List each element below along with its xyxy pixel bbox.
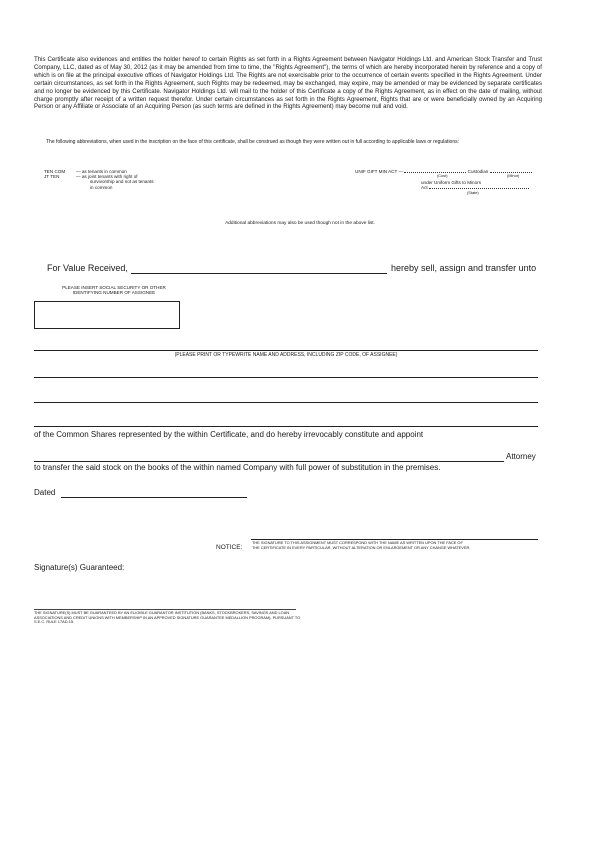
additional-abbreviations-note: Additional abbreviations may also be used though not in the above list. xyxy=(225,221,375,226)
rights-agreement-paragraph: This Certificate also evidences and entitles the holder hereof to certain Rights as set forth in a Rights Agreement between Navigator Holdings Ltd. and American Stock Transfer and Trust Company, LLC, dated as of May 30, 2012 (as it may be amended from time to time, the "Rights Agreement"), the terms of which are hereby incorporated herein by reference and a copy of which is on file at the principal executive offices of Navigator Holdings Ltd. The Rights are not exercisable prior to the occurrence of certain events specified in the Rights Agreement. Under certain circumstances, as set forth in the Rights Agreement, such Rights may be redeemed, may be exchanged, may expire, may be amended or may be evidenced by separate certificates and no longer be evidenced by this Certificate. Navigator Holdings Ltd. will mail to the holder of this Certificate a copy of the Rights Agreement, as in effect on the date of mailing, without charge promptly after receipt of a written request therefor. Under certain circumstances as set forth in the Rights Agreement, Rights that are or were beneficially owned by an Acquiring Person or any Affiliate or Associate of an Acquiring Person (as such terms are defined in the Rights Agreement) may become null and void. xyxy=(34,56,542,111)
ten-com-definition: — as tenants in common xyxy=(76,169,127,174)
unif-gift-label: UNIF GIFT MIN ACT — xyxy=(355,169,404,174)
act-label: Act xyxy=(421,185,428,191)
notice-text: THE SIGNATURE TO THIS ASSIGNMENT MUST CORRESPOND WITH THE NAME AS WRITTEN UPON THE FACE OF THE CERTIFICATE IN EVERY PARTICULAR, WITHOUT ALTERATION OR ENLARGEMENT OR ANY CHANGE WHATEVER. xyxy=(252,540,471,550)
assignee-address-line-3[interactable] xyxy=(34,402,538,403)
common-shares-text: of the Common Shares represented by the within Certificate, and do hereby irrevocably constitute and appoint xyxy=(34,430,424,439)
jt-ten-definition-1: — as joint tenants with right of xyxy=(76,174,138,180)
transfer-books-text: to transfer the said stock on the books of the within named Company with full power of substitution in the premises. xyxy=(34,463,441,472)
hereby-sell-label: hereby sell, assign and transfer unto xyxy=(391,263,537,273)
custodian-label: Custodian xyxy=(467,169,489,174)
signature-guaranteed-label: Signature(s) Guaranteed: xyxy=(34,563,125,572)
dated-label: Dated xyxy=(34,488,56,497)
ssn-input-box[interactable] xyxy=(34,301,180,329)
guarantee-footnote: THE SIGNATURE(S) MUST BE GUARANTEED BY AN ELIGIBLE GUARANTOR INSTITUTION (BANKS, STOCKBROKERS, SAVINGS AND LOAN ASSOCIATIONS AND CREDIT UNIONS WITH MEMBERSHIP IN AN APPROVED SIGNATURE GUARANTEE MEDALLION PROGRAM), PURSUANT TO S.E.C. RULE 17AD-15. xyxy=(34,610,301,625)
notice-label: NOTICE: xyxy=(216,544,243,551)
state-caption: (State) xyxy=(467,189,479,195)
attorney-label: Attorney xyxy=(506,452,536,461)
ssn-label: PLEASE INSERT SOCIAL SECURITY OR OTHER IDENTIFYING NUMBER OF ASSIGNEE xyxy=(62,285,166,296)
cust-caption: (Cust) xyxy=(437,173,448,179)
address-caption: (PLEASE PRINT OR TYPEWRITE NAME AND ADDRESS, INCLUDING ZIP CODE, OF ASSIGNEE) xyxy=(174,352,398,358)
date-line[interactable] xyxy=(61,497,247,498)
abbreviations-right xyxy=(355,169,555,195)
jt-ten-abbrev: JT TEN xyxy=(44,174,60,180)
jt-ten-definition-3: in common xyxy=(90,184,113,190)
assignor-name-line[interactable] xyxy=(131,273,387,274)
minor-caption: (Minor) xyxy=(507,173,520,179)
abbreviations-intro: The following abbreviations, when used in the inscription on the face of this certificate, shall be construed as though they were written out in full according to applicable laws or regulations: xyxy=(46,139,460,145)
for-value-received-label: For Value Received, xyxy=(47,263,128,273)
jt-ten-definition-2: survivorship and not as tenants xyxy=(90,179,154,185)
under-act-label: under Uniform Gifts to Minors xyxy=(421,180,481,186)
shares-count-line[interactable] xyxy=(34,426,538,427)
assignee-address-line-1[interactable] xyxy=(34,350,538,351)
assignee-address-line-2[interactable] xyxy=(34,377,538,378)
attorney-name-line[interactable] xyxy=(34,461,504,462)
abbreviations-left xyxy=(44,169,244,190)
ten-com-abbrev: TEN COM xyxy=(44,169,66,174)
